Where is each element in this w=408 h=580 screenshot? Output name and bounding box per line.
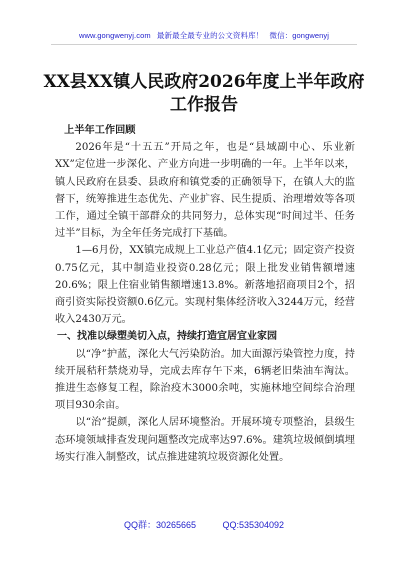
page-footer: [0, 518, 408, 531]
header-divider: [51, 44, 357, 45]
section-heading: 上半年工作回顾: [64, 125, 136, 136]
wechat-id: 微信：gongwenyj: [269, 31, 330, 40]
paragraph-stats: 1—6月份，XX镇完成规上工业总产值4.1亿元；固定资产投资0.75亿元，其中制造业投资0.28亿元；限上批发业销售额增速20.6%；限上住宿业销售额增速13.8%。新落地招商项目2个，招商引资实际投资额0.6亿元。实现村集体经济收入3244万元，经营收入2430万元。: [55, 245, 355, 326]
qq-group: QQ群：30265665: [123, 520, 196, 530]
paragraph-intro: 2026年是“十五五”开局之年，也是“县域副中心、乐业新XX”定位进一步深化、产业方向进一步明确的一年。上半年以来，镇人民政府在县委、县政府和镇党委的正确领导下，在镇人大的监督下，统筹推进生态优先、产业扩容、民生提质、治理增效等各项工作，通过全镇干部群众的共同努力，总体实现“时间过半、任务过半”目标，为全年任务完成打下基础。: [55, 142, 355, 240]
document-body: [55, 122, 355, 466]
document-title: XX县XX镇人民政府2026年度上半年政府工作报告: [43, 72, 365, 115]
qq-contact: QQ:535304092: [222, 520, 285, 530]
site-banner: [0, 30, 408, 41]
site-url[interactable]: www.gongwenyj.com: [78, 31, 151, 40]
paragraph-air: 以“净”护蓝，深化大气污染防治。加大面源污染管控力度，持续开展秸秆禁烧劝导，完成去库存午下来，6辆老旧柴油车淘汰。推进生态修复工程，除治疫木3000余吨，实施林地空间综合治理项目930余亩。: [55, 348, 355, 412]
site-slogan: 最新最全最专业的公文资料库！: [156, 31, 264, 40]
subheading-green: 一、找准以绿塑美切入点，持续打造宜居宜业家园: [57, 331, 277, 343]
paragraph-environment: 以“治”提颜，深化人居环境整治。开展环境专项整治，县级生态环境领域排查发现问题整改完成率达97.6%。建筑垃圾倾倒填埋场实行准入制整改，试点推进建筑垃圾资源化处置。: [55, 417, 355, 463]
